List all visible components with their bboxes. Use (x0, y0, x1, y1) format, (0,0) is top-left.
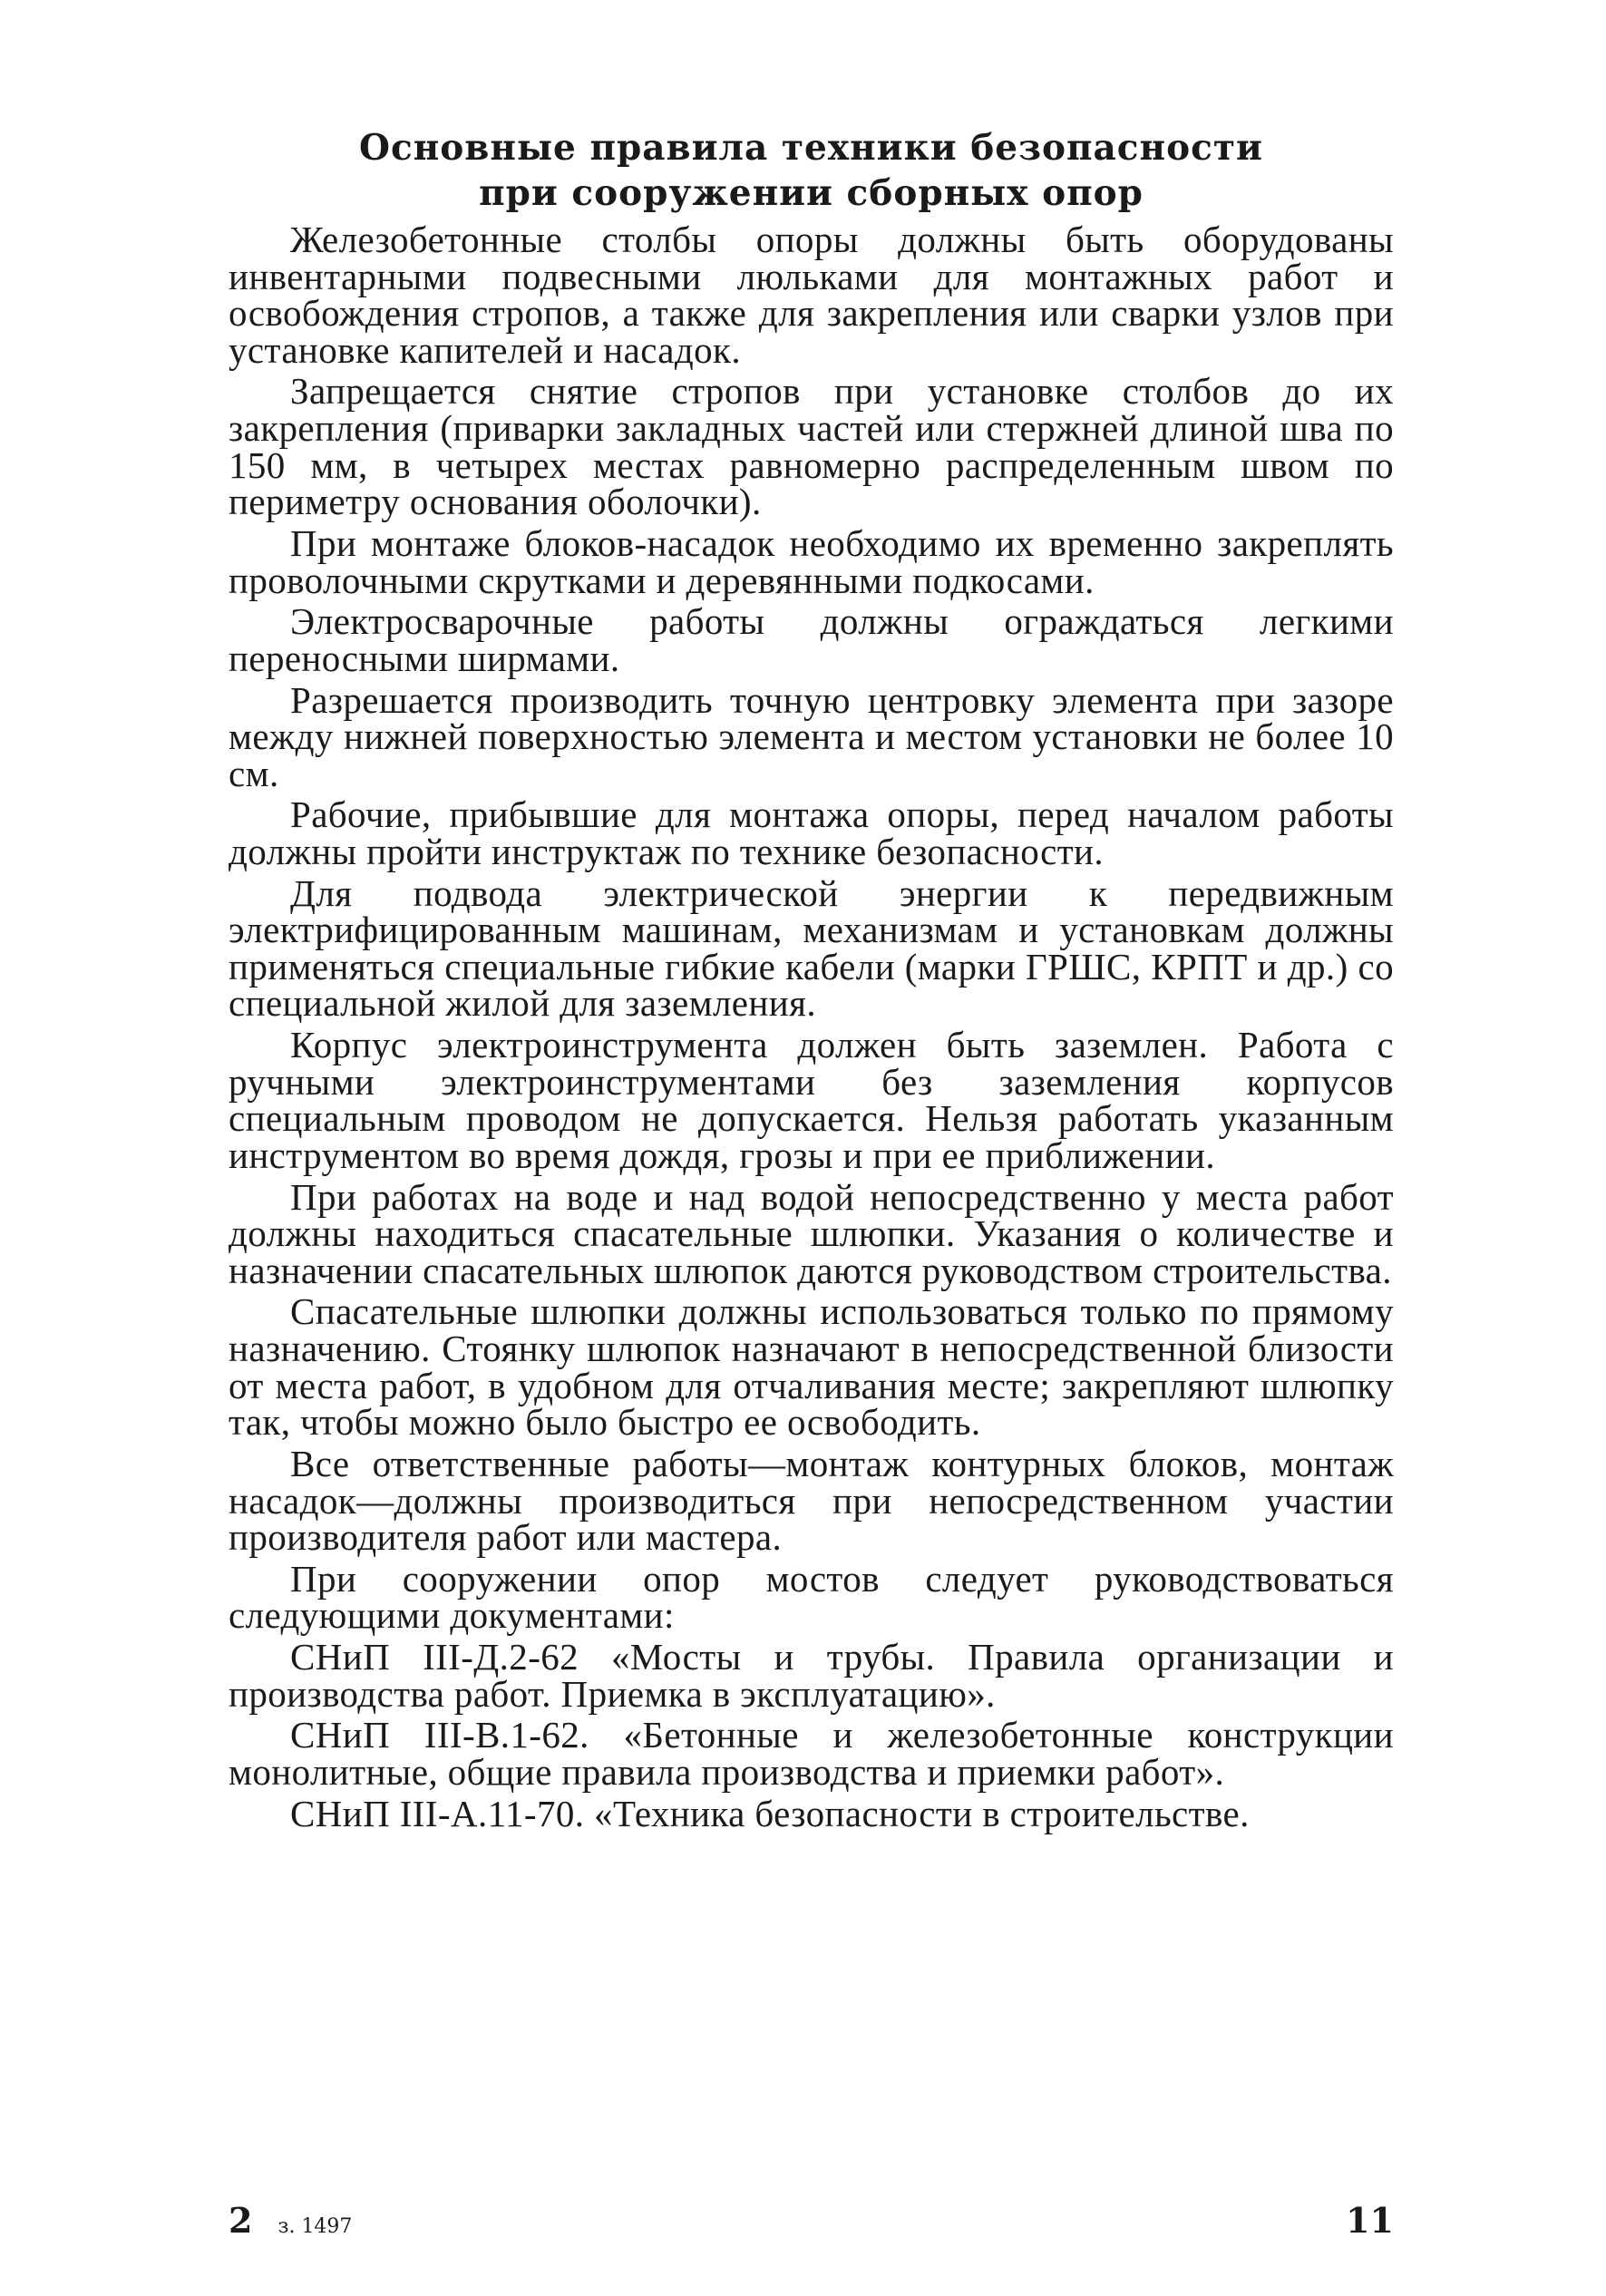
paragraph-documents-intro: При сооружении опор мостов следует руководствоваться следующими документами: (229, 1557, 1394, 1637)
paragraph-rescue-boats: При работах на воде и над водой непосредственно у места работ должны находиться спасательные шлюпки. Указания о количестве и назначении спасательных шлюпок даются руководством строительства. (229, 1175, 1394, 1291)
paragraph-sling-removal: Запрещается снятие стропов при установке столбов до их закрепления (приварки закладных частей или стержней длиной шва по 150 мм, в четырех местах равномерно распределенным швом по периметру основания оболочки). (229, 370, 1394, 523)
paragraph-centering: Разрешается производить точную центровку элемента при зазоре между нижней поверхностью элемента и местом установки не более 10 см. (229, 678, 1394, 794)
page-number: 11 (1346, 2200, 1394, 2241)
paragraph-tool-grounding: Корпус электроинструмента должен быть заземлен. Работа с ручными электроинструментами без заземления корпусов специальным проводом не допускается. Нельзя работать указанным инструментом во время дождя, грозы и при ее приближении. (229, 1024, 1394, 1176)
signature-number: 2 (229, 2200, 253, 2241)
section-heading-line-1: Основные правила техники безопасности (359, 127, 1263, 169)
paragraph-power-cables: Для подвода электрической энергии к передвижным электрифицированным машинам, механизмам и установкам должны применяться специальные гибкие кабели (марки ГРШС, КРПТ и др.) со специальной жилой для заземления. (229, 871, 1394, 1025)
printer-signature (229, 2200, 352, 2241)
paragraph-snip-bridges: СНиП III-Д.2-62 «Мосты и трубы. Правила организации и производства работ. Приемка в эксплуатацию». (229, 1636, 1394, 1715)
paragraph-snip-safety: СНиП III-А.11-70. «Техника безопасности в строительстве. (290, 1792, 1250, 1834)
section-heading (229, 125, 1394, 216)
paragraph-cap-blocks: При монтаже блоков-насадок необходимо их временно закреплять проволочными скрутками и деревянными подкосами. (229, 521, 1394, 601)
section-heading-line-2: при сооружении сборных опор (479, 172, 1144, 214)
document-page (229, 125, 1394, 1836)
paragraph-boat-usage: Спасательные шлюпки должны использоваться только по прямому назначению. Стоянку шлюпок назначают в непосредственной близости от места работ, в удобном для отчаливания месте; закрепляют шлюпку так, чтобы можно было быстро ее освободить. (229, 1290, 1394, 1444)
paragraph-welding-screens: Электросварочные работы должны ограждаться легкими переносными ширмами. (229, 600, 1394, 679)
paragraph-responsible-works: Все ответственные работы—монтаж контурных блоков, монтаж насадок—должны производиться при непосредственном участии производителя работ или мастера. (229, 1442, 1394, 1559)
paragraph-safety-briefing: Рабочие, прибывшие для монтажа опоры, перед началом работы должны пройти инструктаж по технике безопасности. (229, 793, 1394, 872)
paragraph-columns-equipment: Железобетонные столбы опоры должны быть оборудованы инвентарными подвесными люльками для монтажных работ и освобождения стропов, а также для закрепления или сварки узлов при установке капителей и насадок. (229, 219, 1394, 371)
signature-code: з. 1497 (277, 2215, 353, 2238)
paragraph-snip-concrete: СНиП III-В.1-62. «Бетонные и железобетонные конструкции монолитные, общие правила производства и приемки работ». (229, 1714, 1394, 1793)
body-text (229, 221, 1394, 1832)
